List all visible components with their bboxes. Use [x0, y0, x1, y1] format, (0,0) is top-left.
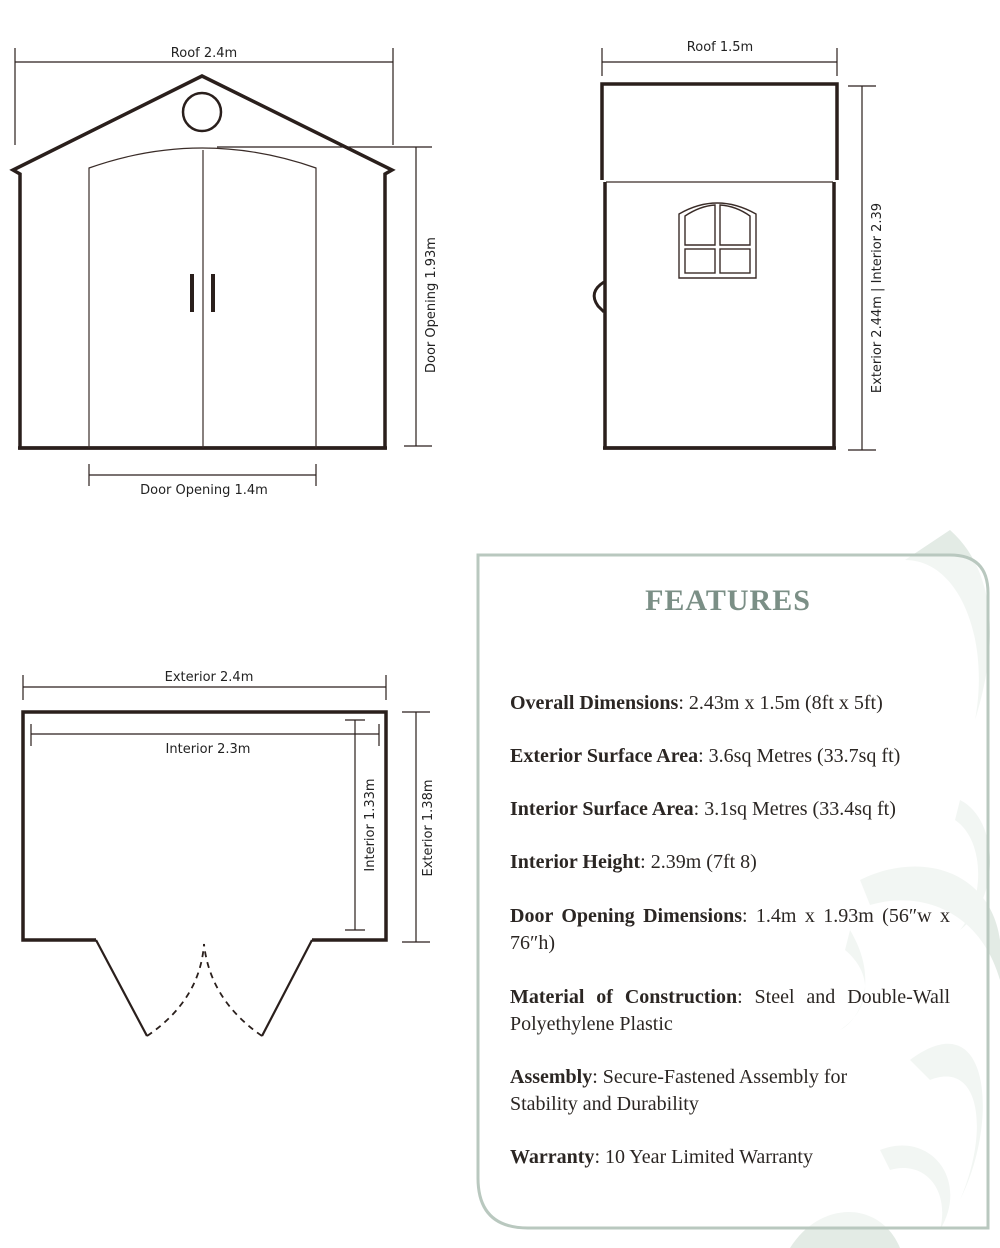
door-handle-right-icon: [211, 274, 215, 312]
door-handle-left-icon: [190, 274, 194, 312]
feature-value: Steel and Double-Wall Polyethylene Plastic: [510, 986, 951, 1035]
features-title: FEATURES: [645, 584, 811, 617]
feature-name: Door Opening Dimensions: [510, 905, 742, 927]
plan-exterior-width-label: Exterior 2.4m: [164, 670, 254, 685]
plan-exterior-depth-label: Exterior 1.38m: [421, 779, 436, 877]
feature-name: Assembly: [510, 1066, 593, 1088]
feature-value: 10 Year Limited Warranty: [605, 1146, 813, 1168]
side-roof-label: Roof 1.5m: [686, 40, 754, 55]
plan-interior-width-label: Interior 2.3m: [165, 742, 251, 757]
feature-name: Interior Surface Area: [510, 798, 694, 820]
feature-item: Warranty: 10 Year Limited Warranty: [510, 1146, 813, 1168]
feature-name: Material of Construction: [510, 986, 738, 1008]
front-door-width-label: Door Opening 1.4m: [140, 483, 268, 498]
feature-name: Interior Height: [510, 851, 641, 873]
feature-value: 3.1sq Metres (33.4sq ft): [704, 798, 896, 820]
feature-name: Exterior Surface Area: [510, 745, 699, 767]
feature-value: Secure-Fastened Assembly for Stability and Durability: [510, 1066, 848, 1115]
feature-item: Overall Dimensions: 2.43m x 1.5m (8ft x 5ft): [510, 692, 883, 714]
front-roof-label: Roof 2.4m: [170, 46, 238, 61]
feature-item: Interior Height: 2.39m (7ft 8): [510, 851, 757, 873]
door-swing-icon: [96, 940, 312, 1036]
feature-value: 3.6sq Metres (33.7sq ft): [708, 745, 901, 767]
side-height-label: Exterior 2.44m | Interior 2.39: [870, 202, 885, 394]
window-icon: [679, 203, 756, 278]
feature-item: Exterior Surface Area: 3.6sq Metres (33.7sq ft): [510, 745, 901, 767]
feature-item: Interior Surface Area: 3.1sq Metres (33.4sq ft): [510, 798, 896, 820]
feature-item: Door Opening Dimensions: 1.4m x 1.93m (56″w x 76″h): [510, 905, 950, 954]
roof-vent-icon: [183, 93, 221, 131]
feature-name: Warranty: [510, 1146, 595, 1168]
front-view: [13, 46, 439, 498]
front-door-height-label: Door Opening 1.93m: [424, 237, 439, 373]
feature-value: 2.39m (7ft 8): [650, 851, 757, 873]
features-panel-border: [478, 555, 988, 1228]
feature-item: Material of Construction: Steel and Double-Wall Polyethylene Plastic: [510, 986, 951, 1035]
side-view: [594, 40, 885, 450]
feature-value: 2.43m x 1.5m (8ft x 5ft): [688, 692, 883, 714]
feature-item: Assembly: Secure-Fastened Assembly for Stability and Durability: [510, 1066, 848, 1115]
feature-name: Overall Dimensions: [510, 692, 679, 714]
feature-value: 1.4m x 1.93m (56″w x 76″h): [510, 905, 950, 954]
floor-plan: [23, 670, 436, 1036]
side-handle-icon: [594, 282, 604, 312]
plan-interior-depth-label: Interior 1.33m: [363, 778, 378, 872]
